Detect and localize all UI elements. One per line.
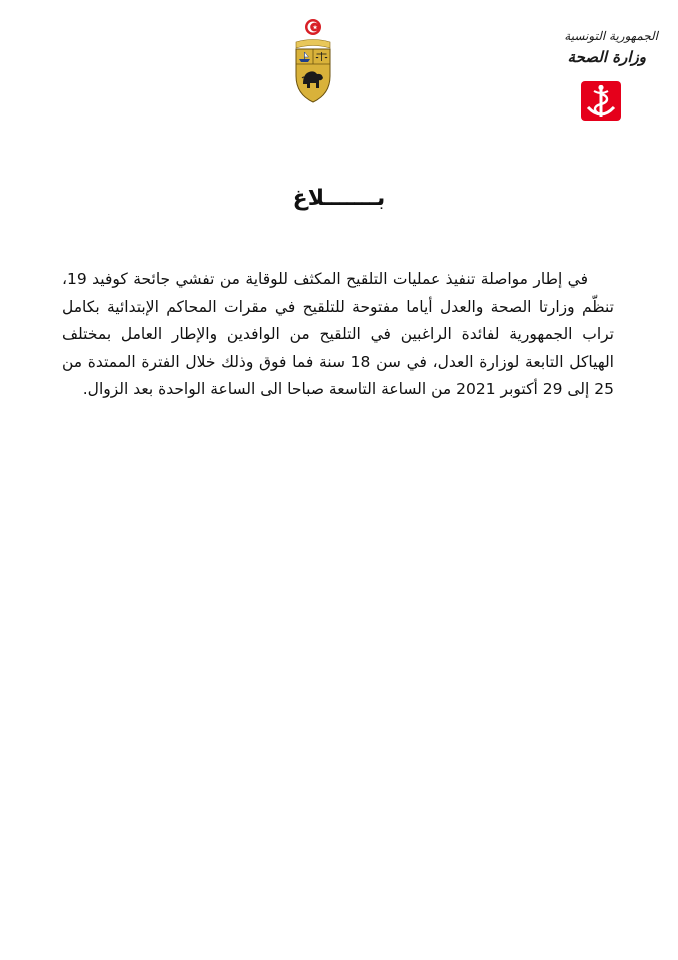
announcement-body: في إطار مواصلة تنفيذ عمليات التلقيح المكثف للوقاية من تفشي جائحة كوفيد 19، تنظّم وزارتا الصحة والعدل أياما مفتوحة للتلقيح في مقرات المحاكم الإبتدائية بكامل تراب الجمهورية لفائدة الراغبين في التلقيح من الوافدين والإطار العامل بمختلف الهياكل التابعة لوزارة العدل، في سن 18 سنة فما فوق وذلك خلال الفترة الممتدة من 25 إلى 29 أكتوبر 2021 من الساعة التاسعة صباحا الى الساعة الواحدة بعد الزوال. xyxy=(62,270,614,398)
coat-of-arms-icon xyxy=(290,18,336,104)
page-title: بـــــــلاغ xyxy=(292,186,386,211)
ministry-logo-icon xyxy=(580,80,622,122)
republic-name: الجمهورية التونسية xyxy=(564,29,658,43)
ministry-name: وزارة الصحة xyxy=(567,48,646,66)
ministry-header xyxy=(518,28,658,68)
